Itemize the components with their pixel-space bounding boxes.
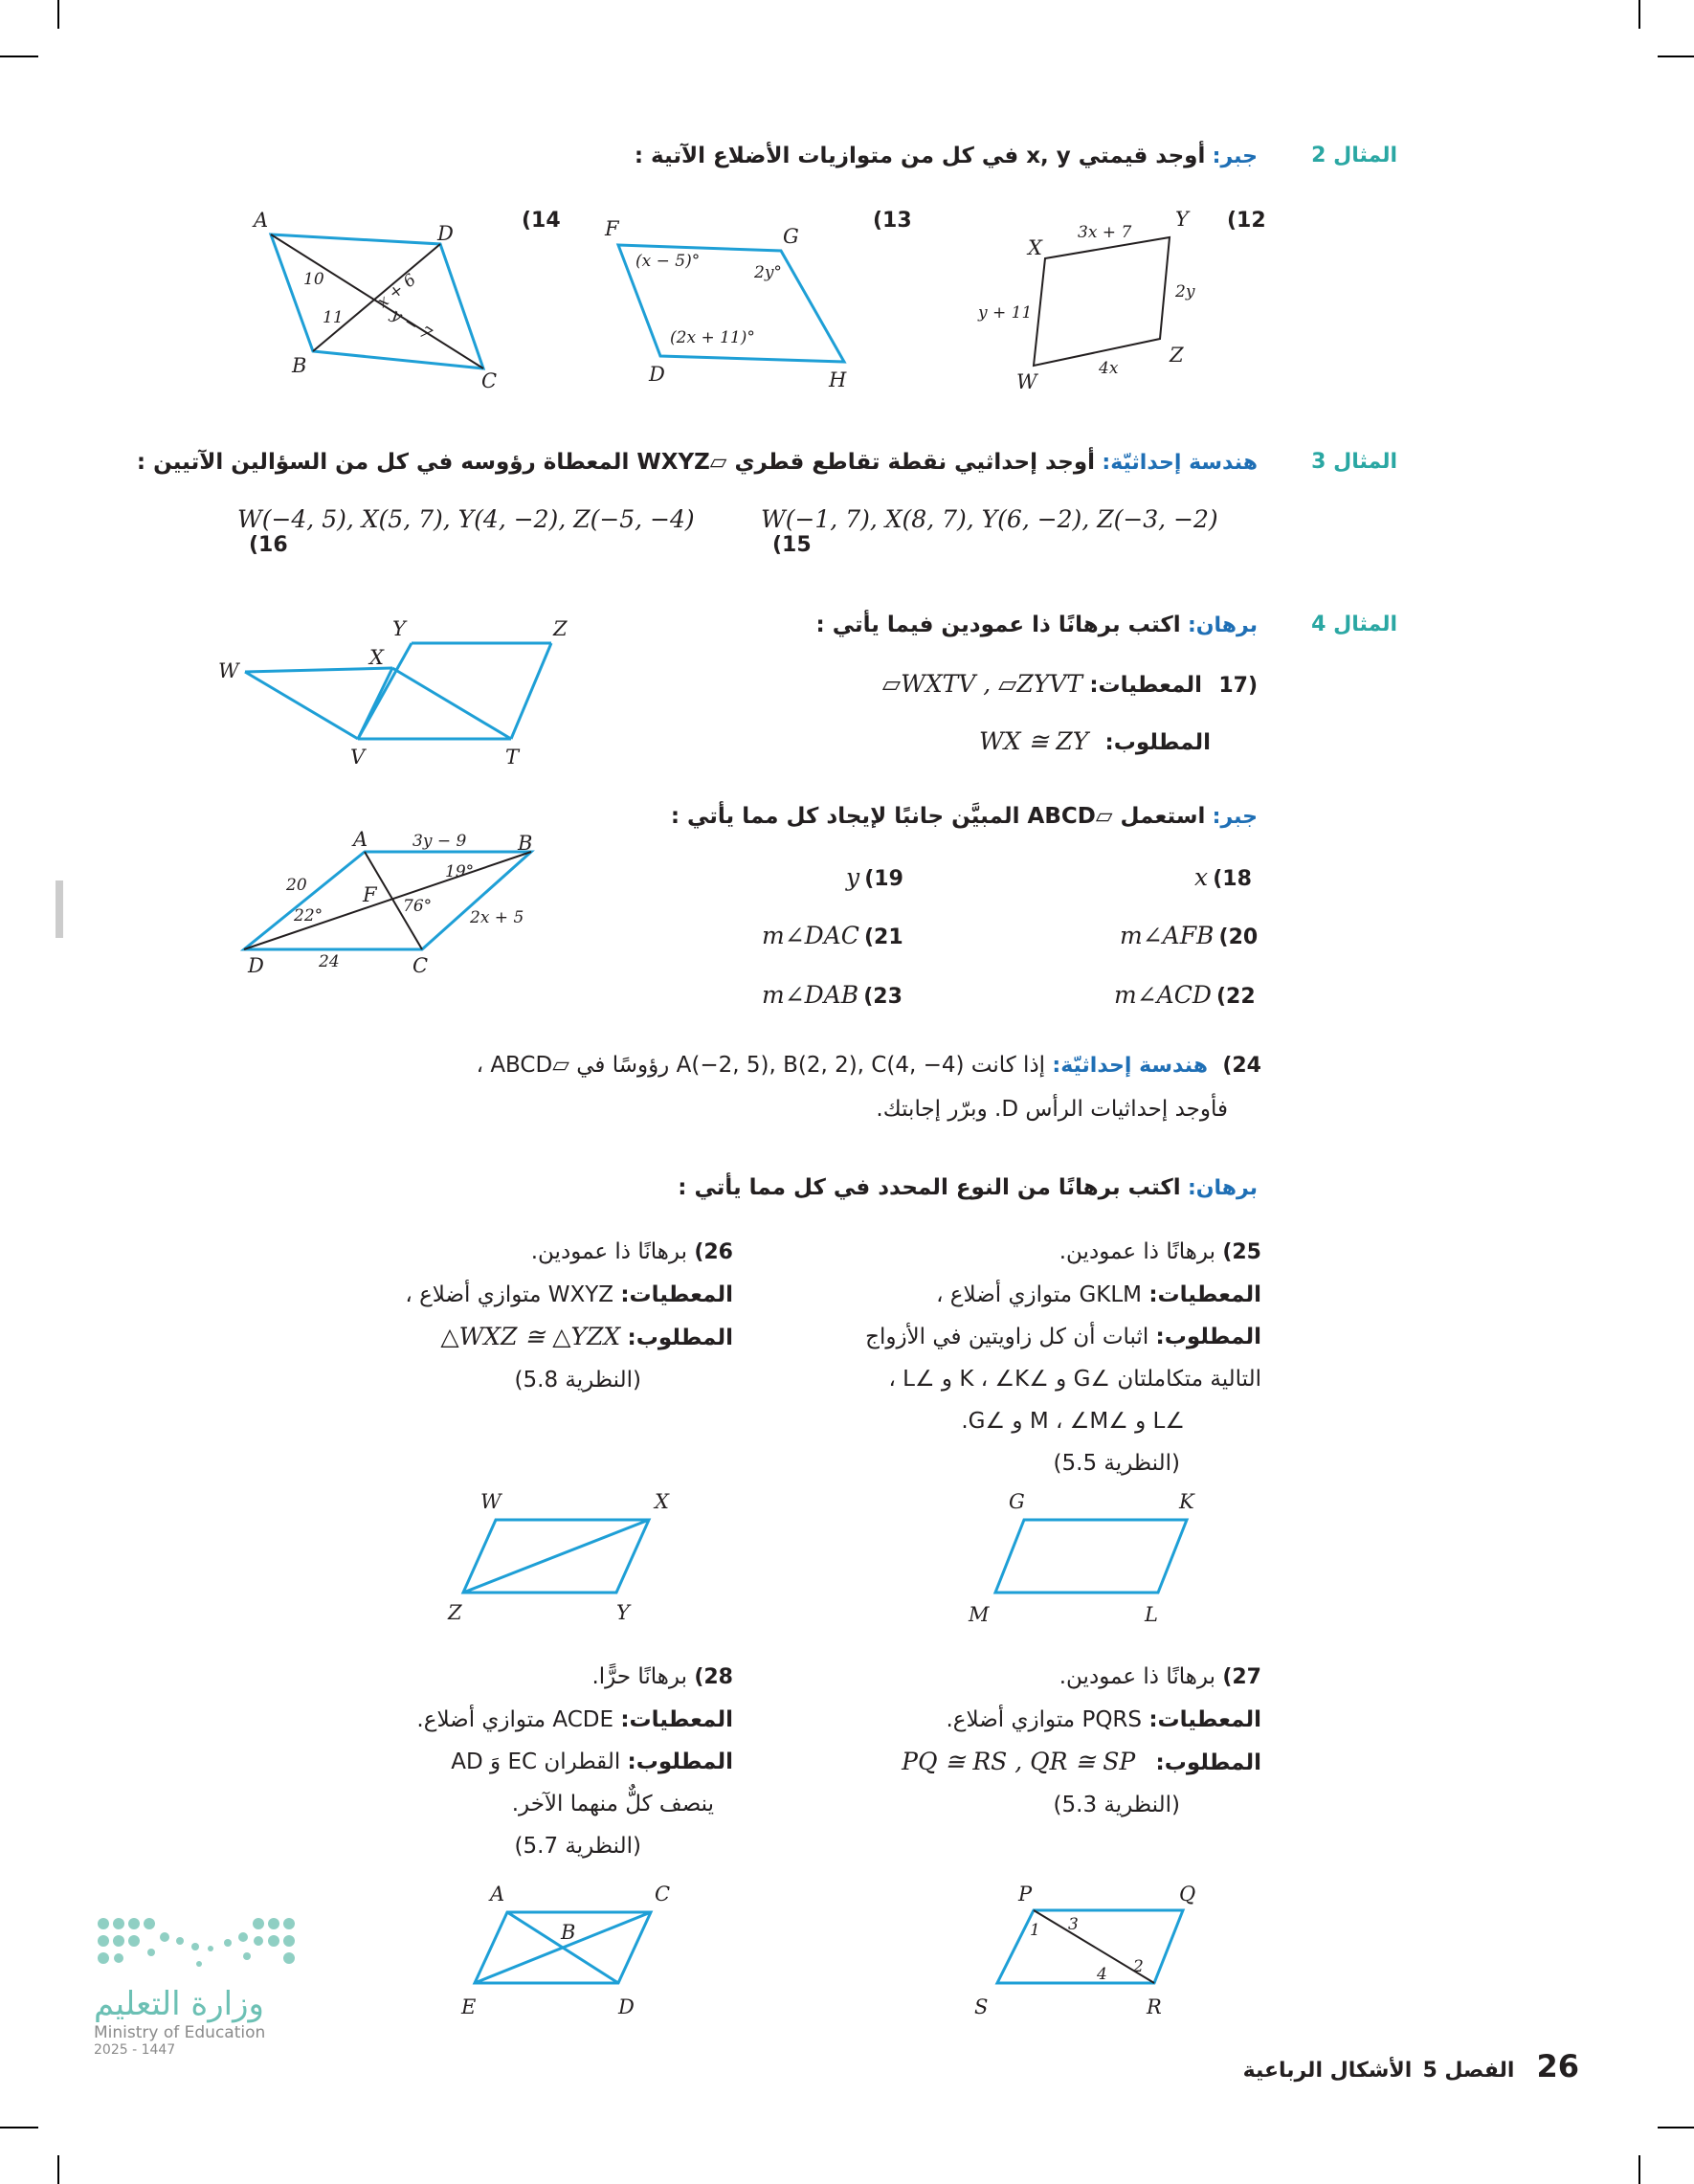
vertex-w: W	[480, 1490, 502, 1513]
category-label: هندسة إحداثيّة:	[1052, 1054, 1208, 1078]
vertex-y: Y	[392, 617, 406, 640]
crop-mark	[0, 56, 38, 57]
angle-label: 19°	[445, 862, 475, 881]
question-22: m∠ACD (22	[1114, 981, 1256, 1009]
question-24-line2: فأوجد إحداثيات الرأس D. وبرّر إجابتك.	[876, 1097, 1228, 1122]
instruction-text: أوجد إحداثيي نقطة تقاطع قطري ▱WXYZ المعطاة رؤوسه في كل من السؤالين الآتيين :	[136, 450, 1096, 475]
vertex-s: S	[974, 1995, 989, 2018]
prove-label: المطلوب:	[1104, 730, 1211, 755]
figure-14-parallelogram	[244, 206, 522, 397]
vertex-b: B	[292, 354, 307, 377]
question-number: (13	[873, 209, 912, 233]
ministry-name-en: Ministry of Education	[94, 2023, 266, 2042]
example-4-instruction	[588, 613, 1258, 637]
side-label: 4x	[1099, 359, 1119, 378]
vertex-l: L	[1145, 1603, 1158, 1626]
figure-12-parallelogram	[967, 201, 1225, 402]
proof-instruction	[396, 1175, 1258, 1200]
side-mark	[56, 880, 63, 938]
coordinates: W(−4, 5), X(5, 7), Y(4, −2), Z(−5, −4)	[237, 505, 695, 533]
question-28: 28) برهانًا حرًّا. المعطيات: ACDE متوازي أضلاع. المطلوب: القطران EC وَ AD ينصف كلٌّ منهما الآخر. (النظرية 5.7)	[416, 1664, 733, 1859]
segment-label: 10	[303, 270, 324, 289]
category-label: جبر:	[1212, 145, 1258, 168]
vertex-a: A	[353, 828, 368, 851]
ministry-dots-icon	[94, 1914, 304, 1981]
segment-label: 11	[323, 308, 344, 327]
page-footer	[1005, 2048, 1579, 2084]
figure-26	[440, 1483, 708, 1627]
vertex-y: Y	[1175, 208, 1189, 231]
figure-27	[957, 1876, 1225, 2019]
angle-label: (x − 5)°	[635, 252, 701, 271]
vertex-d: D	[437, 222, 454, 245]
page-number: 26	[1536, 2048, 1579, 2084]
ministry-year: 2025 - 1447	[94, 2042, 176, 2058]
question-number: (14	[522, 209, 561, 233]
vertex-x: X	[655, 1490, 669, 1513]
angle-number: 3	[1068, 1915, 1079, 1934]
given-text: ▱WXTV , ▱ZYVT	[881, 670, 1083, 698]
vertex-m: M	[969, 1603, 990, 1626]
angle-label: (2x + 11)°	[670, 328, 755, 347]
vertex-r: R	[1147, 1995, 1162, 2018]
crop-mark	[0, 2127, 38, 2128]
angle-label: 76°	[403, 897, 433, 916]
example-label: المثال 3	[1311, 450, 1397, 474]
category-label: جبر:	[1212, 805, 1258, 829]
question-number: (12	[1227, 209, 1266, 233]
vertex-f: F	[605, 217, 619, 240]
question-19: y (19	[846, 863, 903, 891]
vertex-q: Q	[1179, 1883, 1196, 1905]
instruction-text: استعمل ▱ABCD المبيَّن جانبًا لإيجاد كل مما يأتي :	[670, 804, 1206, 829]
figure-13-parallelogram	[593, 211, 871, 402]
example-3-instruction	[13, 450, 1258, 475]
vertex-e: E	[461, 1995, 477, 2018]
algebra-instruction	[588, 804, 1258, 829]
question-24	[304, 1053, 1261, 1078]
example-2-instruction	[301, 144, 1258, 168]
question-20: m∠AFB (20	[1120, 922, 1259, 949]
angle-label: 22°	[294, 906, 323, 925]
vertex-h: H	[829, 368, 847, 391]
angle-number: 1	[1030, 1921, 1040, 1940]
side-label: 3y − 9	[412, 832, 467, 851]
vertex-c: C	[481, 369, 498, 392]
instruction-text: اكتب برهانًا ذا عمودين فيما يأتي :	[815, 613, 1181, 637]
question-23: m∠DAB (23	[762, 981, 903, 1009]
question-17-given	[683, 670, 1258, 698]
vertex-c: C	[655, 1883, 671, 1905]
side-label: 3x + 7	[1078, 223, 1132, 242]
vertex-y: Y	[616, 1601, 630, 1624]
question-15	[761, 505, 1263, 557]
ministry-logo	[94, 1914, 304, 2058]
vertex-g: G	[1009, 1490, 1025, 1513]
figure-abcd	[234, 823, 560, 976]
prove-text: WX ≅ ZY	[979, 727, 1089, 755]
angle-number: 2	[1133, 1957, 1144, 1976]
crop-mark	[1658, 56, 1694, 57]
vertex-b: B	[518, 832, 533, 855]
segment-label: x + 6	[373, 270, 420, 313]
instruction-text: أوجد قيمتي x, y في كل من متوازيات الأضلاع الآتية :	[634, 144, 1206, 168]
vertex-p: P	[1018, 1883, 1033, 1905]
question-text: إذا كانت A(−2, 5), B(2, 2), C(4, −4) رؤوسًا في ▱ABCD ،	[476, 1053, 1046, 1078]
segment-label: y − 7	[388, 304, 435, 345]
question-number: 24)	[1222, 1054, 1261, 1078]
question-25: 25) برهانًا ذا عمودين. المعطيات: GKLM متوازي أضلاع ، المطلوب: اثبات أن كل زاويتين في الأزواج التالية متكاملتان ∠G و ∠K ، ∠K و ∠L ، ∠L و ∠M ، ∠M و ∠G. (النظرية 5.5)	[865, 1239, 1261, 1476]
figure-28	[450, 1876, 689, 2019]
side-label: 24	[319, 952, 340, 971]
question-26: 26) برهانًا ذا عمودين. المعطيات: WXYZ متوازي أضلاع ، المطلوب: △WXZ ≅ △YZX (النظرية 5.8)	[405, 1239, 733, 1393]
given-label: المعطيات:	[1089, 673, 1202, 698]
ministry-name-ar: وزارة التعليم	[94, 1985, 264, 2023]
instruction-text: اكتب برهانًا من النوع المحدد في كل مما يأتي :	[678, 1175, 1181, 1200]
crop-mark	[1658, 2127, 1694, 2128]
example-label: المثال 4	[1311, 613, 1397, 636]
vertex-a: A	[254, 209, 269, 232]
question-18: x (18	[1194, 863, 1252, 891]
vertex-x: X	[1028, 236, 1042, 259]
angle-number: 4	[1097, 1965, 1107, 1984]
vertex-x: X	[369, 646, 384, 669]
angle-label: 2y°	[754, 263, 782, 282]
side-label: 20	[286, 876, 307, 895]
vertex-k: K	[1179, 1490, 1194, 1513]
vertex-c: C	[412, 954, 429, 976]
vertex-d: D	[248, 954, 264, 976]
question-27: 27) برهانًا ذا عمودين. المعطيات: PQRS متوازي أضلاع. المطلوب: PQ ≅ RS , QR ≅ SP (النظرية 5.3)	[902, 1664, 1261, 1817]
crop-mark	[57, 2155, 59, 2184]
crop-mark	[57, 0, 59, 29]
vertex-b: B	[561, 1921, 576, 1944]
vertex-z: Z	[1170, 344, 1184, 367]
vertex-t: T	[505, 746, 520, 769]
figure-25	[957, 1483, 1225, 1627]
vertex-d: D	[649, 363, 665, 386]
side-label: y + 11	[978, 303, 1033, 323]
question-number: (17	[1218, 674, 1258, 698]
crop-mark	[1638, 0, 1640, 29]
question-number: (16	[249, 533, 288, 557]
vertex-v: V	[350, 746, 366, 769]
chapter-label: الفصل 5	[1422, 2059, 1515, 2083]
vertex-a: A	[490, 1883, 505, 1905]
chapter-title: الأشكال الرباعية	[1242, 2059, 1413, 2083]
example-label: المثال 2	[1311, 144, 1397, 167]
coordinates: W(−1, 7), X(8, 7), Y(6, −2), Z(−3, −2)	[761, 505, 1218, 533]
vertex-w: W	[218, 659, 239, 682]
vertex-g: G	[783, 225, 799, 248]
question-21: m∠DAC (21	[762, 922, 903, 949]
question-16	[237, 505, 745, 557]
side-label: 2y	[1175, 282, 1195, 301]
category-label: برهان:	[1187, 1176, 1258, 1200]
vertex-f: F	[363, 883, 377, 906]
vertex-z: Z	[448, 1601, 462, 1624]
question-number: (15	[772, 533, 812, 557]
vertex-z: Z	[553, 617, 568, 640]
vertex-d: D	[618, 1995, 635, 2018]
category-label: برهان:	[1187, 613, 1258, 637]
crop-mark	[1638, 2155, 1640, 2184]
figure-17	[211, 613, 593, 775]
vertex-w: W	[1016, 370, 1037, 393]
category-label: هندسة إحداثيّة:	[1102, 451, 1258, 475]
side-label: 2x + 5	[470, 908, 524, 927]
question-17-prove	[636, 727, 1211, 755]
